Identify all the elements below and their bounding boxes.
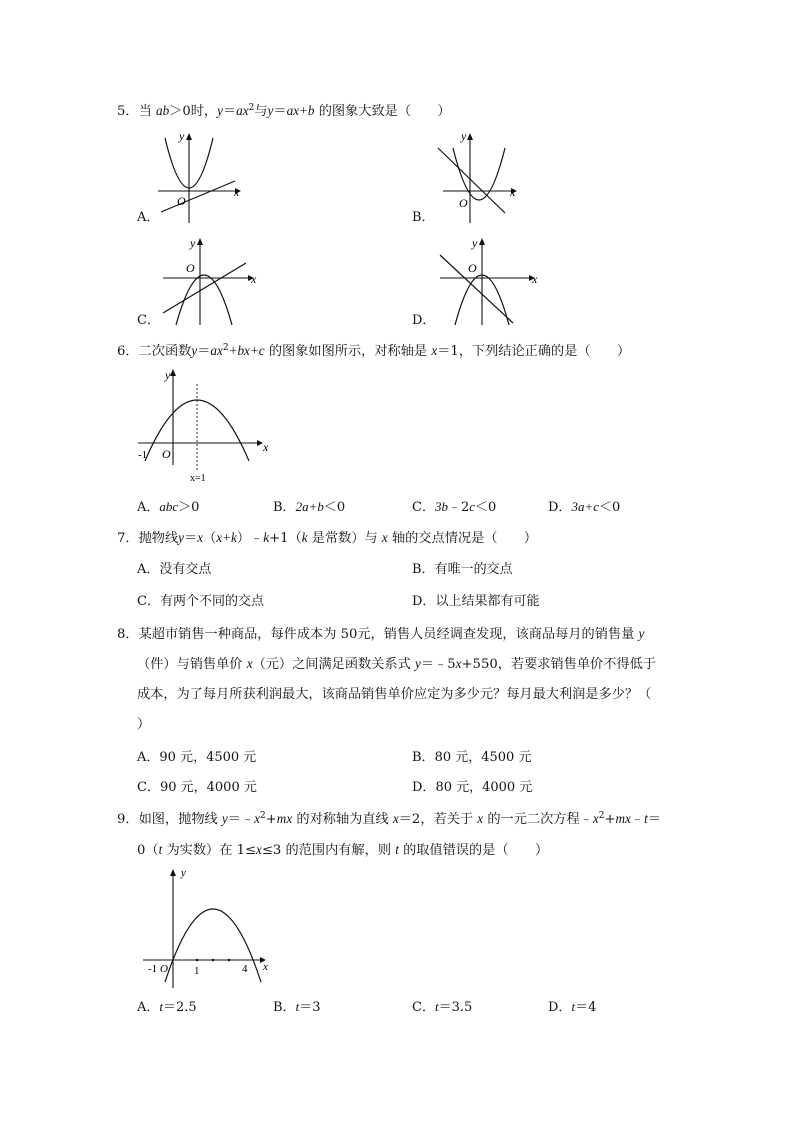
q6-graph: [135, 365, 275, 485]
q5-option-b-label: B．: [412, 210, 435, 225]
q9-number: 9．: [117, 812, 139, 827]
origin-label: O: [160, 963, 168, 975]
q7-stem: 7．抛物线y＝x（x+k）﹣k+1（k 是常数）与 x 轴的交点情况是（ ）: [117, 530, 538, 546]
q6-number: 6．: [117, 344, 139, 359]
y-axis-arrow-icon: [479, 238, 485, 245]
q5-option-d-label: D．: [412, 313, 436, 328]
minus-one-label: -1: [138, 449, 148, 461]
q8-line-2: （件）与销售单价 x（元）之间满足函数关系式 y＝﹣5x+550，若要求销售单价不得低于: [137, 656, 656, 672]
q7-option-b: B．有唯一的交点: [412, 562, 513, 577]
q8-option-a: A．90 元，4500 元: [137, 750, 257, 765]
tick-point: [196, 959, 199, 962]
q9-graph: [140, 864, 280, 992]
origin-label: O: [186, 261, 195, 275]
q5-stem: 5．当 ab＞0时，$y=ax^2$与y＝ax+b 的图象大致是（ ）: [117, 103, 451, 119]
neg-one-label: -1: [148, 963, 158, 975]
q7-option-d: D．以上结果都有可能: [412, 594, 540, 609]
q6-option-b: B．2a+b＜0: [273, 499, 346, 515]
y-axis-arrow-icon: [170, 869, 176, 876]
q5-option-a-label: A．: [137, 210, 160, 225]
y-axis-arrow-icon: [170, 369, 176, 376]
x-label: x: [263, 440, 269, 454]
q6-option-a: A．abc＞0: [137, 499, 200, 515]
q8-line-3: 成本，为了每月所获利润最大，该商品销售单价应定为多少元？每月最大利润是多少？（: [137, 687, 652, 702]
x-label: x: [510, 185, 516, 199]
q9-line-2: 0（t 为实数）在 1≤x≤3 的范围内有解，则 t 的取值错误的是（ ）: [137, 842, 549, 858]
y-label: y: [165, 368, 171, 382]
q8-option-d: D．80 元，4000 元: [412, 780, 533, 795]
y-axis-arrow-icon: [197, 238, 203, 245]
x-label: x: [251, 272, 257, 286]
q9-option-d: D．t＝4: [548, 999, 597, 1015]
y-axis-arrow-icon: [467, 133, 473, 140]
y-label: y: [461, 129, 467, 143]
line-graph: [161, 181, 235, 212]
parabola-curve: [453, 148, 505, 200]
y-label: y: [190, 236, 196, 250]
one-label: 1: [194, 965, 200, 977]
q7-number: 7．: [117, 531, 139, 546]
q8-option-b: B．80 元，4500 元: [412, 750, 532, 765]
q9-option-a: A．t＝2.5: [137, 999, 197, 1015]
q5-graph-c: [160, 233, 260, 329]
four-label: 4: [242, 963, 248, 975]
line-graph: [163, 263, 246, 313]
origin-label: O: [459, 196, 468, 210]
q8-line-4: ）: [137, 717, 151, 732]
y-axis-arrow-icon: [186, 133, 192, 140]
tick-point: [228, 959, 231, 962]
q5-graph-b: [435, 128, 525, 224]
x-label: x: [263, 961, 268, 973]
q9-line-1: 9．如图，抛物线 $y=﹣x^2+mx$ 的对称轴为直线 x＝2，若关于 x 的一元二次方程$﹣x^2+mx﹣t=$: [117, 811, 661, 827]
origin-label: O: [162, 447, 171, 461]
origin-label: O: [177, 194, 186, 208]
q6-option-d: D．3a+c＜0: [548, 499, 621, 515]
q5-graph-a: [155, 128, 250, 224]
q5-number: 5．: [117, 104, 139, 119]
q8-number: 8．: [117, 627, 139, 642]
q9-option-c: C．t＝3.5: [412, 999, 473, 1015]
x-label: x: [532, 272, 538, 286]
q8-option-c: C．90 元，4000 元: [137, 780, 257, 795]
q7-option-a: A．没有交点: [137, 562, 212, 577]
y-label: y: [179, 129, 185, 143]
q9-option-b: B．t＝3: [273, 999, 321, 1015]
q5-graph-d: [437, 233, 541, 329]
q7-option-c: C．有两个不同的交点: [137, 594, 264, 609]
origin-label: O: [468, 261, 477, 275]
q6-option-c: C．3b﹣2c＜0: [412, 499, 497, 515]
q6-stem: 6．二次函数$y=ax^2+bx+c$ 的图象如图所示，对称轴是 x＝1，下列结论正确的是（ ）: [117, 343, 631, 359]
symmetry-axis-label: x=1: [190, 473, 206, 484]
tick-point: [212, 959, 215, 962]
y-label: y: [181, 867, 186, 879]
q8-line-1: 8．某超市销售一种商品，每件成本为 50元，销售人员经调查发现，该商品每月的销售量 y: [117, 626, 645, 642]
q5-option-c-label: C．: [137, 313, 160, 328]
y-label: y: [472, 236, 478, 250]
x-label: x: [234, 185, 240, 199]
